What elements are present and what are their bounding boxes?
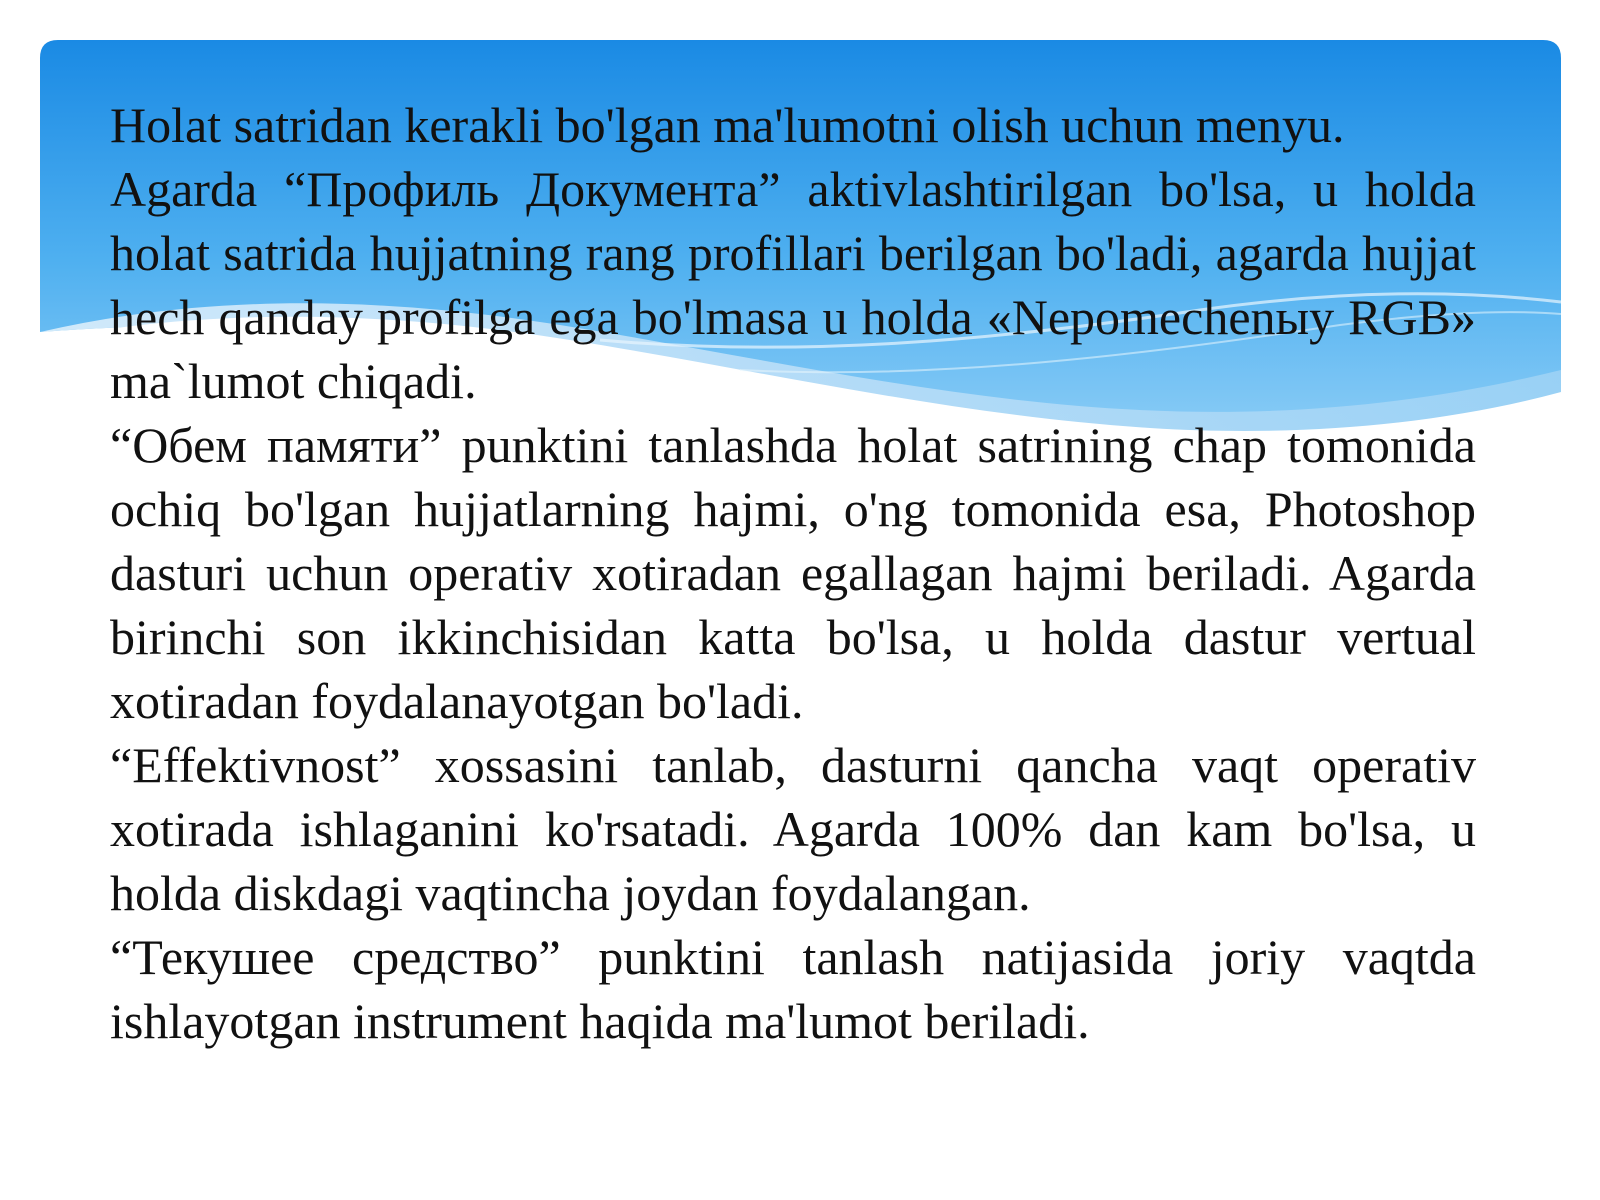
body-text [110,93,1476,1053]
paragraph-3: “Обем памяти” punktini tanlashda holat satrining chap tomonida ochiq bo'lgan hujjatlarning hajmi, o'ng tomonida esa, Photoshop dasturi uchun operativ xotiradan egallagan hajmi beriladi. Agarda birinchi son ikkinchisidan katta bo'lsa, u holda dastur vertual xotiradan foydalanayotgan bo'ladi. [110,417,1476,729]
paragraph-4: “Effektivnost” xossasini tanlab, dasturni qancha vaqt operativ xotirada ishlaganini ko'rsatadi. Agarda 100% dan kam bo'lsa, u holda diskdagi vaqtincha joydan foydalangan. [110,737,1476,921]
paragraph-1: Holat satridan kerakli bo'lgan ma'lumotni olish uchun menyu. [110,97,1345,153]
paragraph-2: Agarda “Профиль Документа” aktivlashtirilgan bo'lsa, u holda holat satrida hujjatning rang profillari berilgan bo'ladi, agarda hujjat hech qanday profilga ega bo'lmasa u holda «Nepomechenыу RGB» ma`lumot chiqadi. [110,161,1476,409]
paragraph-5: “Текушее средство” punktini tanlash natijasida joriy vaqtda ishlayotgan instrument haqida ma'lumot beriladi. [110,929,1476,1049]
